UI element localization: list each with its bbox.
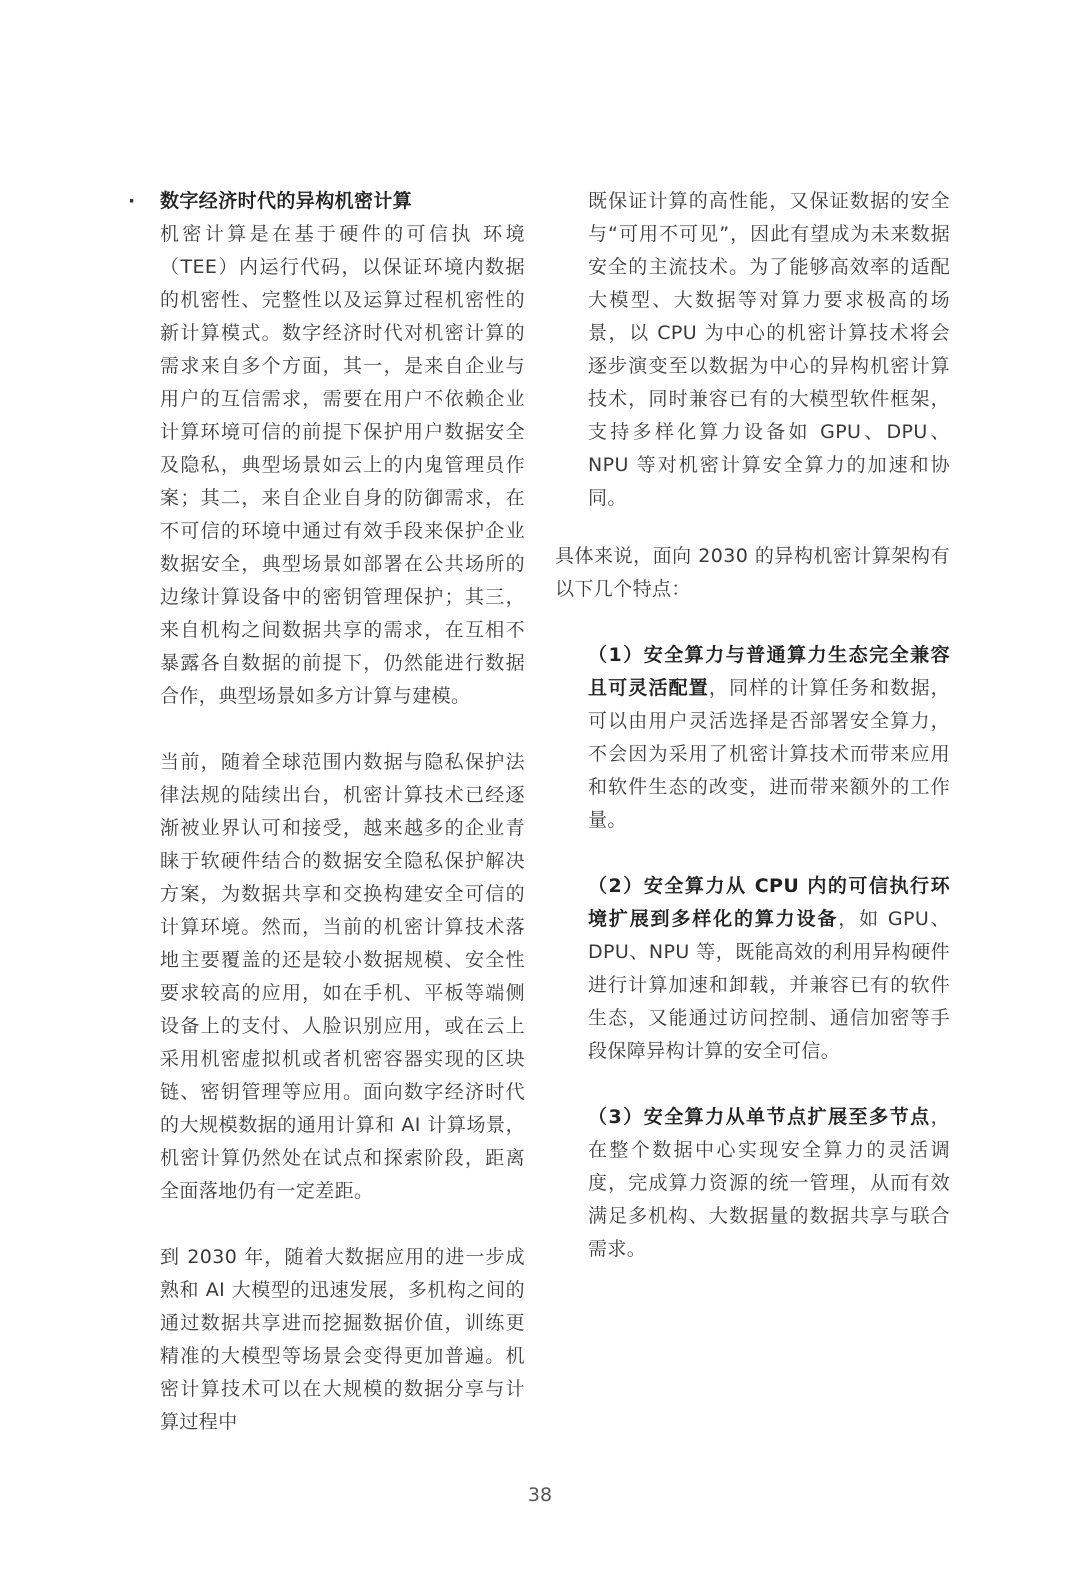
page-number: 38 xyxy=(527,1484,553,1506)
bullet-icon: · xyxy=(128,190,136,212)
paragraph-3: 到 2030 年，随着大数据应用的进一步成熟和 AI 大模型的迅速发展，多机构之间的通过数据共享进而挖掘数据价值，训练更精准的大模型等场景会变得更加普遍。机密计算技术可以在大规模的数据分享与计算过程中 xyxy=(160,1246,525,1433)
feature-text-1: ，同样的计算任务和数据，可以由用户灵活选择是否部署安全算力，不会因为采用了机密计算技术而带来应用和软件生态的改变，进而带来额外的工作量。 xyxy=(588,677,950,831)
feature-label-1: （1）安全算力与普通算力生态完全兼容且可灵活配置 xyxy=(588,644,950,699)
section-title: 数字经济时代的异构机密计算 xyxy=(160,190,413,212)
feature-label-2: （2）安全算力从 CPU 内的可信执行环境扩展到多样化的算力设备 xyxy=(588,875,950,930)
continuation-paragraph: 既保证计算的高性能，又保证数据的安全与“可用不可见”，因此有望成为未来数据安全的主流技术。为了能够高效率的适配大模型、大数据等对算力要求极高的场景，以 CPU 为中心的机密计算技术将会逐步演变至以数据为中心的异构机密计算技术，同时兼容已有的大模型软件框架，支持多样化算力设备如 GPU、DPU、NPU 等对机密计算安全算力的加速和协同。 xyxy=(588,190,950,509)
paragraph-2: 当前，随着全球范围内数据与隐私保护法律法规的陆续出台，机密计算技术已经逐渐被业界认可和接受，越来越多的企业青睐于软硬件结合的数据安全隐私保护解决方案，为数据共享和交换构建安全可信的计算环境。然而，当前的机密计算技术落地主要覆盖的还是较小数据规模、安全性要求较高的应用，如在手机、平板等端侧设备上的支付、人脸识别应用，或在云上采用机密虚拟机或者机密容器实现的区块链、密钥管理等应用。面向数字经济时代的大规模数据的通用计算和 AI 计算场景，机密计算仍然处在试点和探索阶段，距离全面落地仍有一定差距。 xyxy=(160,751,525,1202)
left-column xyxy=(128,185,525,1439)
feature-item-2 xyxy=(555,870,950,1068)
paragraph-1: 机密计算是在基于硬件的可信执 环境（TEE）内运行代码，以保证环境内数据的机密性、完整性以及运算过程机密性的新计算模式。数字经济时代对机密计算的需求来自多个方面，其一，是来自企业与用户的互信需求，需要在用户不依赖企业计算环境可信的前提下保护用户数据安全及隐私，典型场景如云上的内鬼管理员作案；其二，来自企业自身的防御需求，在不可信的环境中通过有效手段来保护企业数据安全，典型场景如部署在公共场所的边缘计算设备中的密钥管理保护；其三，来自机构之间数据共享的需求，在互相不暴露各自数据的前提下，仍然能进行数据合作，典型场景如多方计算与建模。 xyxy=(160,223,525,707)
right-column xyxy=(555,185,950,1266)
feature-text-2: ，如 GPU、DPU、NPU 等，既能高效的利用异构硬件进行计算加速和卸载，并兼容已有的软件生态，又能通过访问控制、通信加密等手段保障异构计算的安全可信。 xyxy=(588,908,950,1062)
feature-item-3 xyxy=(555,1101,950,1266)
feature-item-1 xyxy=(555,639,950,837)
feature-label-3: （3）安全算力从单节点扩展至多节点 xyxy=(588,1106,931,1128)
intro-paragraph: 具体来说，面向 2030 的异构机密计算架构有以下几个特点： xyxy=(555,545,950,600)
feature-text-3: ，在整个数据中心实现安全算力的灵活调度，完成算力资源的统一管理，从而有效满足多机构、大数据量的数据共享与联合需求。 xyxy=(588,1106,950,1260)
